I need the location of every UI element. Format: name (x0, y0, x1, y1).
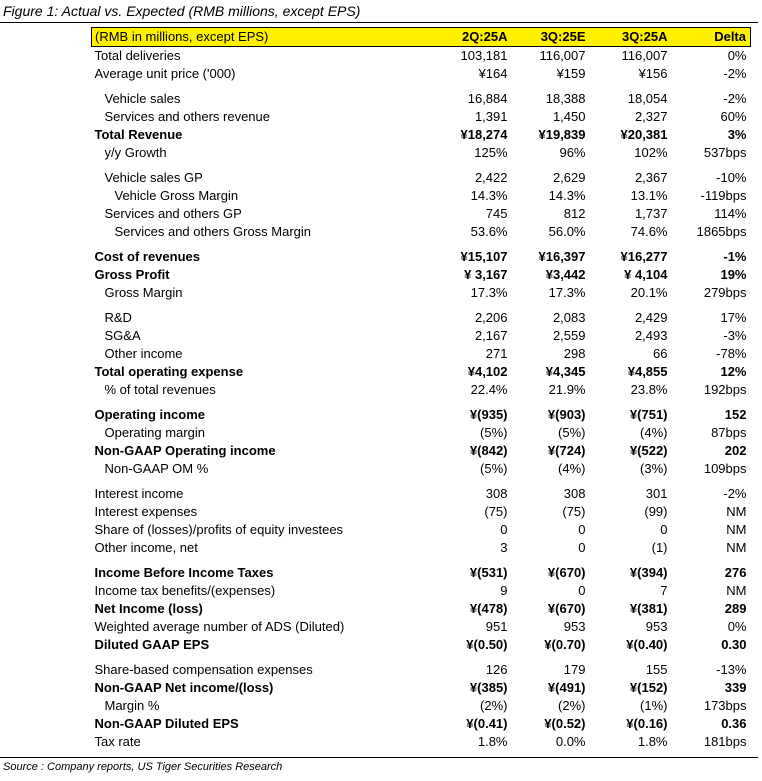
row-label: Services and others GP (104, 206, 242, 221)
cell-3q25e: ¥3,442 (545, 267, 586, 282)
table-row (92, 697, 751, 715)
cell-delta: 0% (727, 48, 747, 63)
cell-2q25a: ¥(385) (469, 680, 508, 695)
table-row (92, 636, 751, 654)
row-label: Other income, net (94, 540, 198, 555)
cell-2q25a: 0 (500, 522, 508, 537)
cell-3q25e: ¥(670) (547, 601, 586, 616)
cell-3q25e: 179 (563, 662, 586, 677)
spacer-row (92, 557, 751, 564)
cell-3q25a: 1,737 (634, 206, 668, 221)
table-row (92, 90, 751, 108)
cell-2q25a: 2,422 (474, 170, 508, 185)
row-label: Vehicle sales GP (104, 170, 203, 185)
cell-2q25a: ¥ 3,167 (464, 267, 508, 282)
table-row (92, 618, 751, 636)
cell-delta: -1% (723, 249, 747, 264)
cell-3q25a: 74.6% (630, 224, 668, 239)
table-row (92, 144, 751, 162)
cell-delta: NM (726, 540, 747, 555)
cell-delta: 173bps (703, 698, 747, 713)
row-label: Vehicle sales (104, 91, 181, 106)
cell-delta: -10% (716, 170, 747, 185)
cell-3q25a: ¥(152) (629, 680, 668, 695)
cell-2q25a: 103,181 (460, 48, 508, 63)
table-row (92, 564, 751, 582)
cell-3q25e: 96% (559, 145, 586, 160)
cell-delta: 19% (720, 267, 747, 282)
cell-delta: 12% (720, 364, 747, 379)
cell-3q25a: 116,007 (621, 48, 668, 63)
row-label: Operating income (94, 407, 206, 422)
cell-3q25a: (3%) (640, 461, 668, 476)
cell-3q25e: 21.9% (548, 382, 586, 397)
figure-title: Figure 1: Actual vs. Expected (RMB millions, except EPS) (3, 3, 361, 19)
table-row (92, 363, 751, 381)
top-divider (0, 22, 758, 23)
cell-delta: NM (726, 583, 747, 598)
cell-3q25a: 2,327 (634, 109, 668, 124)
cell-2q25a: 745 (485, 206, 508, 221)
cell-3q25a: 23.8% (630, 382, 668, 397)
row-label: Non-GAAP Diluted EPS (94, 716, 239, 731)
cell-2q25a: 9 (500, 583, 508, 598)
cell-2q25a: ¥(935) (469, 407, 508, 422)
cell-2q25a: 16,884 (467, 91, 508, 106)
cell-3q25e: (75) (562, 504, 586, 519)
table-row (92, 248, 751, 266)
cell-3q25a: ¥(381) (629, 601, 668, 616)
table-row (92, 600, 751, 618)
table-row (92, 539, 751, 557)
cell-3q25e: 2,083 (552, 310, 586, 325)
header-col-delta: Delta (672, 28, 751, 47)
row-label: Diluted GAAP EPS (94, 637, 210, 652)
cell-delta: 109bps (703, 461, 747, 476)
table-row (92, 503, 751, 521)
cell-delta: 152 (724, 407, 747, 422)
cell-3q25e: 56.0% (548, 224, 586, 239)
cell-3q25a: ¥16,277 (620, 249, 668, 264)
spacer-row (92, 399, 751, 406)
cell-2q25a: 125% (474, 145, 508, 160)
cell-delta: 3% (727, 127, 747, 142)
cell-delta: NM (726, 522, 747, 537)
cell-2q25a: (5%) (480, 425, 508, 440)
row-label: Share-based compensation expenses (94, 662, 313, 677)
cell-2q25a: 951 (485, 619, 508, 634)
cell-2q25a: 2,206 (474, 310, 508, 325)
row-label: Income tax benefits/(expenses) (94, 583, 276, 598)
cell-3q25a: ¥(0.40) (626, 637, 668, 652)
table-row (92, 169, 751, 187)
cell-3q25a: ¥20,381 (620, 127, 668, 142)
table-row (92, 126, 751, 144)
table-row (92, 266, 751, 284)
header-col-3q25e: 3Q:25E (512, 28, 590, 47)
cell-3q25a: (4%) (640, 425, 668, 440)
cell-3q25a: ¥4,855 (627, 364, 668, 379)
table-row (92, 47, 751, 66)
cell-2q25a: 53.6% (470, 224, 508, 239)
table-row (92, 223, 751, 241)
cell-2q25a: 1,391 (474, 109, 508, 124)
cell-3q25e: 0 (578, 583, 586, 598)
cell-2q25a: (75) (484, 504, 508, 519)
cell-3q25e: ¥(491) (547, 680, 586, 695)
cell-2q25a: 17.3% (470, 285, 508, 300)
spacer-row (92, 83, 751, 90)
cell-3q25e: ¥(0.70) (544, 637, 586, 652)
cell-2q25a: ¥(0.50) (466, 637, 508, 652)
cell-delta: 276 (724, 565, 747, 580)
bottom-divider (0, 757, 758, 758)
table-row (92, 381, 751, 399)
table-header-row (92, 28, 751, 47)
cell-3q25e: 2,629 (552, 170, 586, 185)
cell-2q25a: (5%) (480, 461, 508, 476)
row-label: Share of (losses)/profits of equity investees (94, 522, 344, 537)
cell-3q25e: 14.3% (548, 188, 586, 203)
cell-delta: -13% (716, 662, 747, 677)
cell-3q25a: 1.8% (637, 734, 668, 749)
cell-delta: -119bps (700, 188, 747, 203)
cell-delta: 114% (714, 206, 747, 221)
row-label: Net Income (loss) (94, 601, 203, 616)
row-label: Interest expenses (94, 504, 198, 519)
cell-2q25a: ¥(478) (469, 601, 508, 616)
table-row (92, 309, 751, 327)
table-row (92, 521, 751, 539)
row-label: y/y Growth (104, 145, 167, 160)
cell-2q25a: ¥(0.41) (466, 716, 508, 731)
header-col-2q25a: 2Q:25A (424, 28, 512, 47)
cell-3q25e: 2,559 (552, 328, 586, 343)
table-row (92, 485, 751, 503)
cell-2q25a: 14.3% (470, 188, 508, 203)
row-label: Non-GAAP Net income/(loss) (94, 680, 274, 695)
cell-3q25a: 13.1% (630, 188, 668, 203)
table-row (92, 284, 751, 302)
row-label: Gross Profit (94, 267, 170, 282)
cell-3q25a: 0 (660, 522, 668, 537)
cell-delta: 181bps (703, 734, 747, 749)
table-row (92, 65, 751, 83)
cell-3q25e: ¥16,397 (538, 249, 586, 264)
header-label: (RMB in millions, except EPS) (92, 28, 424, 47)
cell-2q25a: (2%) (480, 698, 508, 713)
cell-3q25e: ¥159 (556, 66, 586, 81)
cell-3q25e: 18,388 (545, 91, 586, 106)
cell-delta: 0.30 (721, 637, 747, 652)
table-row (92, 424, 751, 442)
table-row (92, 187, 751, 205)
cell-2q25a: ¥18,274 (460, 127, 508, 142)
spacer-row (92, 478, 751, 485)
cell-3q25e: ¥19,839 (538, 127, 586, 142)
cell-delta: -78% (716, 346, 747, 361)
spacer-row (92, 241, 751, 248)
row-label: Tax rate (94, 734, 141, 749)
financial-table (91, 27, 751, 751)
cell-3q25a: 2,493 (634, 328, 668, 343)
cell-delta: 87bps (711, 425, 747, 440)
cell-delta: 1865bps (696, 224, 747, 239)
cell-3q25a: ¥(394) (629, 565, 668, 580)
table-row (92, 406, 751, 424)
cell-delta: NM (726, 504, 747, 519)
row-label: Cost of revenues (94, 249, 200, 264)
row-label: Vehicle Gross Margin (114, 188, 239, 203)
row-label: Gross Margin (104, 285, 183, 300)
row-label: Income Before Income Taxes (94, 565, 274, 580)
cell-delta: -2% (723, 66, 747, 81)
row-label: % of total revenues (104, 382, 216, 397)
table-row (92, 205, 751, 223)
table-row (92, 460, 751, 478)
table-row (92, 661, 751, 679)
cell-delta: 17% (720, 310, 747, 325)
cell-3q25a: 102% (634, 145, 668, 160)
cell-delta: 60% (720, 109, 747, 124)
cell-3q25e: 0.0% (555, 734, 586, 749)
cell-2q25a: ¥(531) (469, 565, 508, 580)
spacer-row (92, 654, 751, 661)
cell-3q25e: 298 (563, 346, 586, 361)
cell-delta: 537bps (703, 145, 747, 160)
cell-3q25a: 18,054 (627, 91, 668, 106)
cell-delta: 279bps (703, 285, 747, 300)
cell-2q25a: 22.4% (470, 382, 508, 397)
table-row (92, 327, 751, 345)
source-note: Source : Company reports, US Tiger Securities Research (3, 761, 283, 773)
cell-delta: 202 (724, 443, 747, 458)
cell-3q25a: 20.1% (630, 285, 668, 300)
cell-3q25a: 7 (660, 583, 668, 598)
cell-3q25a: ¥(522) (629, 443, 668, 458)
row-label: Non-GAAP Operating income (94, 443, 276, 458)
row-label: Margin % (104, 698, 160, 713)
table-row (92, 442, 751, 460)
cell-3q25a: 155 (645, 662, 668, 677)
cell-delta: -2% (723, 91, 747, 106)
cell-3q25a: (1) (651, 540, 668, 555)
cell-delta: 192bps (703, 382, 747, 397)
cell-3q25e: (2%) (558, 698, 586, 713)
cell-3q25e: 1,450 (552, 109, 586, 124)
cell-3q25a: (99) (644, 504, 668, 519)
cell-2q25a: ¥4,102 (467, 364, 508, 379)
cell-3q25e: ¥(903) (547, 407, 586, 422)
cell-delta: -2% (723, 486, 747, 501)
cell-3q25e: (5%) (558, 425, 586, 440)
cell-3q25e: 0 (578, 522, 586, 537)
cell-2q25a: 126 (485, 662, 508, 677)
row-label: Total operating expense (94, 364, 244, 379)
row-label: Services and others Gross Margin (114, 224, 312, 239)
row-label: Total Revenue (94, 127, 183, 142)
cell-2q25a: ¥15,107 (460, 249, 508, 264)
cell-3q25e: 0 (578, 540, 586, 555)
row-label: SG&A (104, 328, 141, 343)
cell-3q25a: (1%) (640, 698, 668, 713)
cell-2q25a: ¥(842) (469, 443, 508, 458)
cell-3q25e: ¥4,345 (545, 364, 586, 379)
cell-2q25a: 2,167 (474, 328, 508, 343)
cell-3q25e: ¥(670) (547, 565, 586, 580)
cell-2q25a: 1.8% (477, 734, 508, 749)
cell-delta: 339 (724, 680, 747, 695)
table-row (92, 582, 751, 600)
cell-3q25a: 2,429 (634, 310, 668, 325)
cell-3q25a: 301 (645, 486, 668, 501)
cell-3q25a: 66 (653, 346, 668, 361)
table-row (92, 733, 751, 751)
cell-3q25e: 17.3% (548, 285, 586, 300)
cell-3q25e: (4%) (558, 461, 586, 476)
cell-delta: 289 (724, 601, 747, 616)
spacer-row (92, 162, 751, 169)
cell-2q25a: ¥164 (478, 66, 508, 81)
row-label: Non-GAAP OM % (104, 461, 209, 476)
cell-2q25a: 308 (485, 486, 508, 501)
header-col-3q25a: 3Q:25A (590, 28, 672, 47)
cell-3q25a: 953 (645, 619, 668, 634)
cell-3q25e: 116,007 (539, 48, 586, 63)
row-label: R&D (104, 310, 132, 325)
table-row (92, 679, 751, 697)
row-label: Average unit price ('000) (94, 66, 236, 81)
row-label: Services and others revenue (104, 109, 270, 124)
row-label: Interest income (94, 486, 184, 501)
cell-3q25a: ¥ 4,104 (624, 267, 668, 282)
cell-3q25a: 2,367 (634, 170, 668, 185)
row-label: Total deliveries (94, 48, 181, 63)
cell-2q25a: 271 (485, 346, 508, 361)
row-label: Other income (104, 346, 183, 361)
cell-2q25a: 3 (500, 540, 508, 555)
cell-3q25e: 812 (563, 206, 586, 221)
table-row (92, 345, 751, 363)
row-label: Weighted average number of ADS (Diluted) (94, 619, 345, 634)
cell-delta: 0% (727, 619, 747, 634)
table-row (92, 715, 751, 733)
table-row (92, 108, 751, 126)
cell-3q25e: 308 (563, 486, 586, 501)
cell-3q25e: 953 (563, 619, 586, 634)
cell-3q25e: ¥(724) (547, 443, 586, 458)
spacer-row (92, 302, 751, 309)
row-label: Operating margin (104, 425, 205, 440)
cell-delta: -3% (723, 328, 747, 343)
cell-3q25a: ¥(751) (629, 407, 668, 422)
cell-3q25a: ¥156 (638, 66, 668, 81)
cell-3q25a: ¥(0.16) (626, 716, 668, 731)
cell-delta: 0.36 (721, 716, 747, 731)
cell-3q25e: ¥(0.52) (544, 716, 586, 731)
